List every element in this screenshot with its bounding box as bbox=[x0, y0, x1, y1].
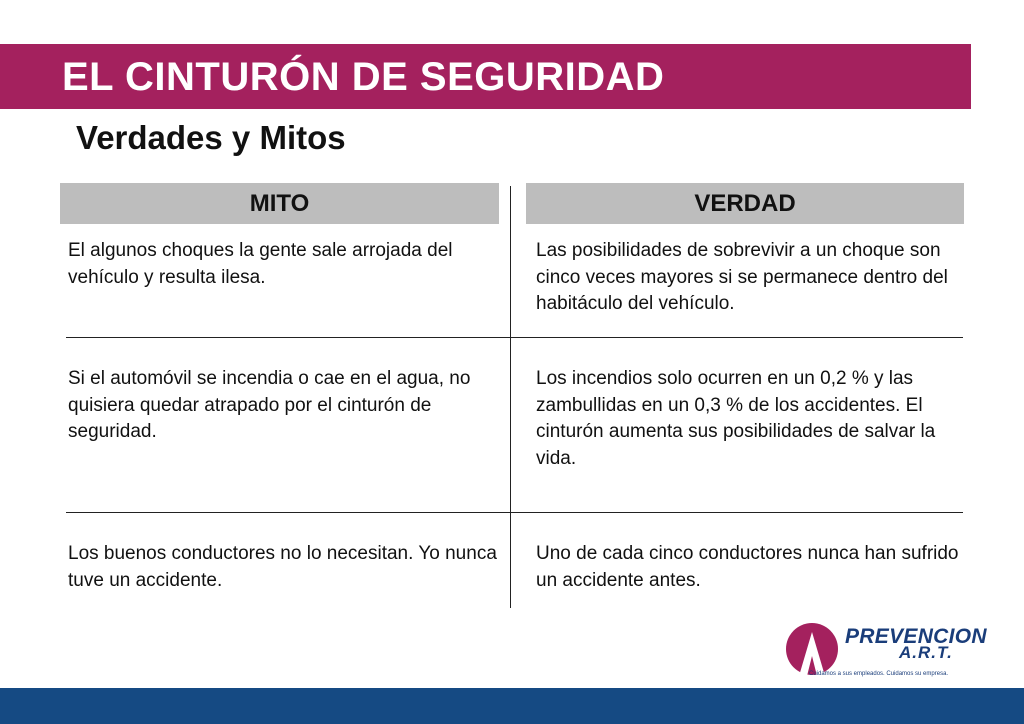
prevencion-logo bbox=[785, 620, 1005, 682]
bottom-band bbox=[0, 688, 1024, 724]
row-divider-1 bbox=[66, 337, 963, 338]
logo-tagline: Cuidamos a sus empleados. Cuidamos su empresa. bbox=[809, 671, 949, 677]
row-divider-2 bbox=[66, 512, 963, 513]
slide-title: EL CINTURÓN DE SEGURIDAD bbox=[62, 55, 665, 99]
mito-cell-3: Los buenos conductores no lo necesitan. Yo nunca tuve un accidente. bbox=[68, 543, 497, 591]
mito-cell-2: Si el automóvil se incendia o cae en el agua, no quisiera quedar atrapado por el cinturón de seguridad. bbox=[68, 368, 471, 442]
column-divider bbox=[510, 186, 511, 608]
mito-cell-1: El algunos choques la gente sale arrojada del vehículo y resulta ilesa. bbox=[68, 240, 453, 288]
header-verdad: VERDAD bbox=[526, 183, 964, 224]
logo-suffix: A.R.T. bbox=[899, 643, 953, 662]
header-mito: MITO bbox=[60, 183, 499, 224]
verdad-cell-1: Las posibilidades de sobrevivir a un choque son cinco veces mayores si se permanece dentro del habitáculo del vehículo. bbox=[536, 240, 948, 314]
slide-subtitle: Verdades y Mitos bbox=[76, 119, 346, 156]
verdad-cell-2: Los incendios solo ocurren en un 0,2 % y las zambullidas en un 0,3 % de los accidentes. El cinturón aumenta sus posibilidades de salvar la vida. bbox=[536, 368, 936, 469]
logo-name: PREVENCION bbox=[845, 625, 987, 648]
verdad-cell-3: Uno de cada cinco conductores nunca han sufrido un accidente antes. bbox=[536, 543, 959, 591]
